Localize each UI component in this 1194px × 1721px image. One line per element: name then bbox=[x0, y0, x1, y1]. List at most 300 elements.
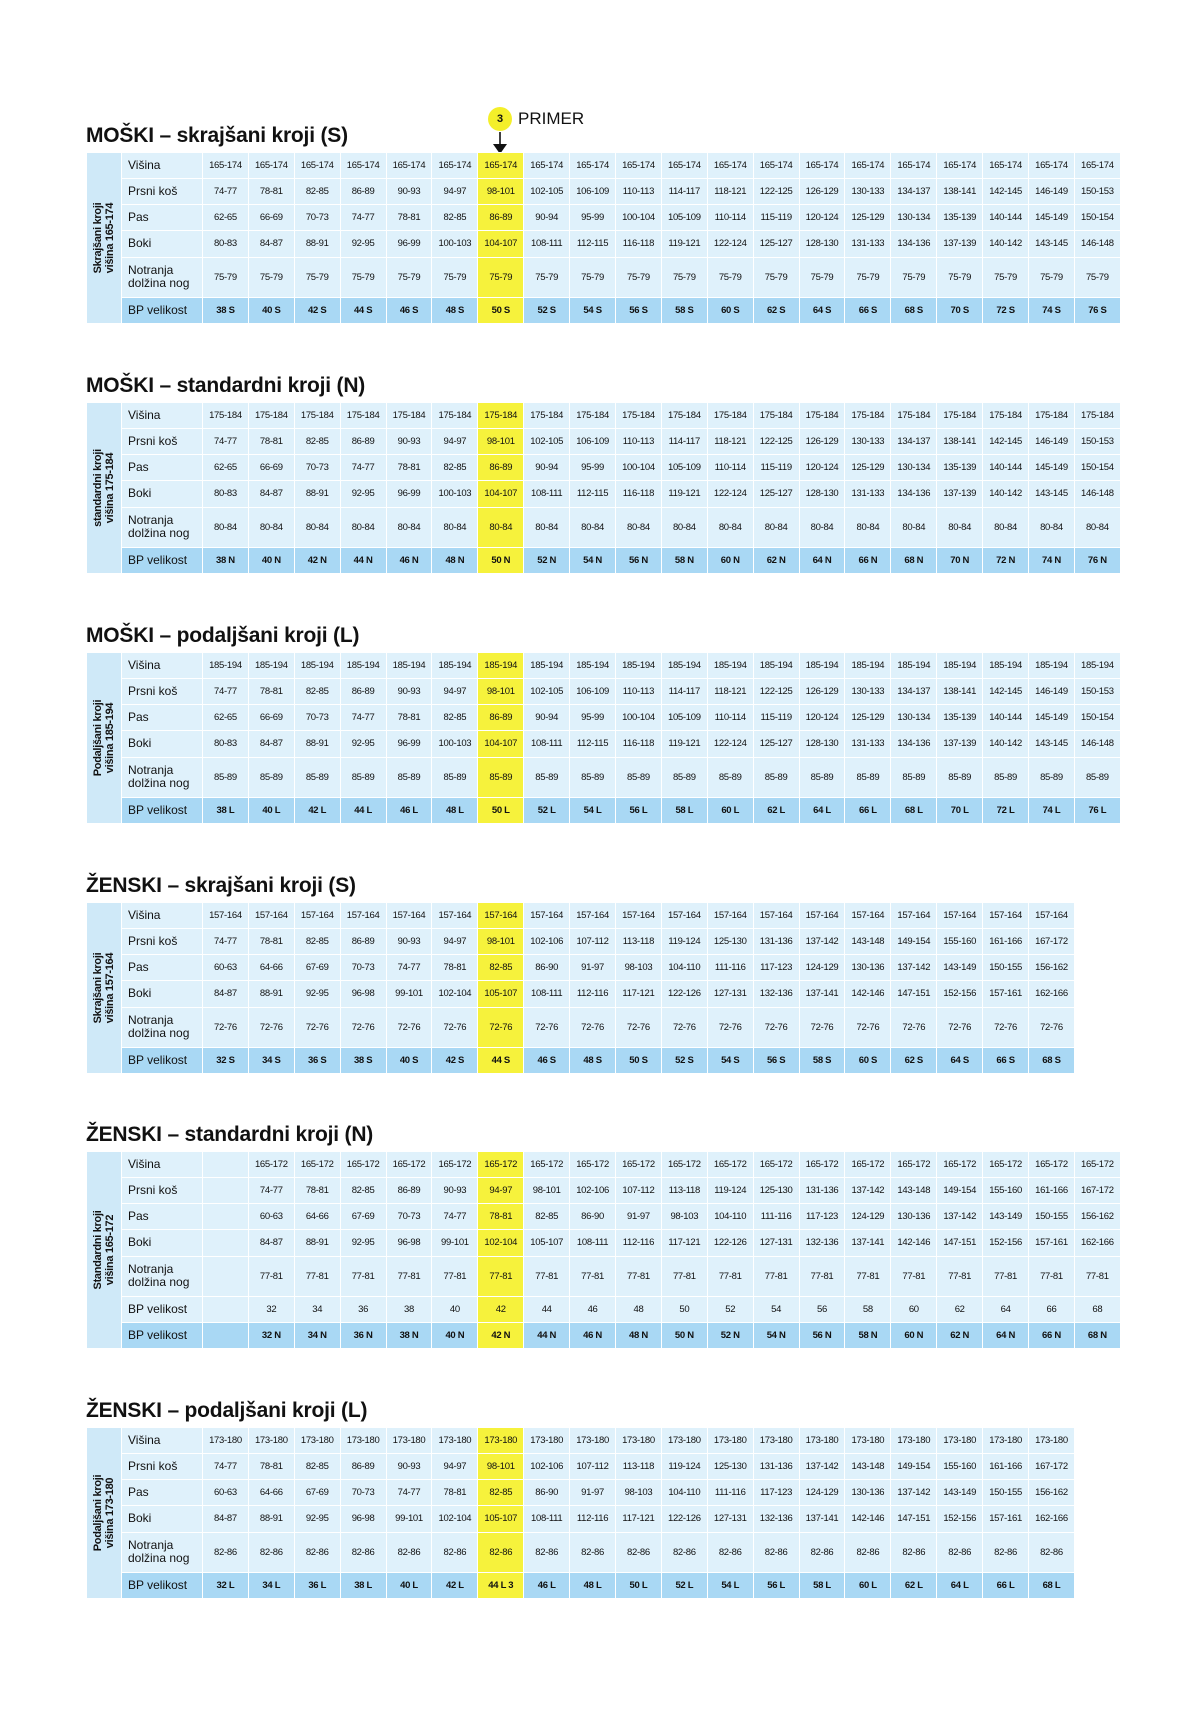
table-cell: 90-94 bbox=[524, 705, 570, 731]
table-cell: 104-107 bbox=[478, 481, 524, 507]
table-cell: 80-84 bbox=[478, 507, 524, 547]
table-cell: 66 L bbox=[983, 1572, 1029, 1598]
table-cell: 155-160 bbox=[937, 929, 983, 955]
table-cell: 68 S bbox=[1029, 1047, 1075, 1073]
table-cell: 114-117 bbox=[661, 679, 707, 705]
table-cell: 104-110 bbox=[707, 1204, 753, 1230]
table-cell: 62-65 bbox=[203, 205, 249, 231]
table-cell: 119-124 bbox=[661, 1454, 707, 1480]
table-cell: 165-174 bbox=[1029, 153, 1075, 179]
table-cell: 62 N bbox=[753, 547, 799, 573]
table-cell: 46 L bbox=[386, 797, 432, 823]
table-cell: 100-103 bbox=[432, 231, 478, 257]
table-cell: 175-184 bbox=[248, 403, 294, 429]
table-cell: 126-129 bbox=[799, 179, 845, 205]
table-cell: 131-133 bbox=[845, 481, 891, 507]
table-cell: 75-79 bbox=[248, 257, 294, 297]
table-cell: 150-153 bbox=[1074, 429, 1120, 455]
table-cell: 157-164 bbox=[937, 903, 983, 929]
table-row bbox=[87, 481, 1121, 507]
table-cell: 147-151 bbox=[937, 1230, 983, 1256]
table-cell: 124-129 bbox=[845, 1204, 891, 1230]
table-cell: 64 S bbox=[937, 1047, 983, 1073]
table-cell: 102-106 bbox=[570, 1178, 616, 1204]
table-cell: 149-154 bbox=[937, 1178, 983, 1204]
table-cell: 74-77 bbox=[248, 1178, 294, 1204]
table-cell: 173-180 bbox=[891, 1428, 937, 1454]
table-cell: 40 S bbox=[386, 1047, 432, 1073]
table-cell: 75-79 bbox=[937, 257, 983, 297]
table-cell: 152-156 bbox=[937, 981, 983, 1007]
table-cell: 134-137 bbox=[891, 679, 937, 705]
table-cell: 150-154 bbox=[1074, 455, 1120, 481]
table-cell: 173-180 bbox=[203, 1428, 249, 1454]
table-cell: 157-164 bbox=[616, 903, 662, 929]
table-cell: 80-83 bbox=[203, 231, 249, 257]
table-cell: 142-145 bbox=[983, 429, 1029, 455]
table-cell: 99-101 bbox=[386, 1506, 432, 1532]
table-cell: 80-84 bbox=[340, 507, 386, 547]
table-cell: 99-101 bbox=[386, 981, 432, 1007]
table-cell: 137-142 bbox=[799, 1454, 845, 1480]
table-cell: 165-174 bbox=[983, 153, 1029, 179]
table-cell: 156-162 bbox=[1074, 1204, 1120, 1230]
table-cell: 100-104 bbox=[616, 205, 662, 231]
table-cell: 152-156 bbox=[983, 1230, 1029, 1256]
table-cell: 77-81 bbox=[294, 1256, 340, 1296]
table-cell: 157-164 bbox=[891, 903, 937, 929]
table-cell: 165-174 bbox=[524, 153, 570, 179]
table-cell: 157-164 bbox=[478, 903, 524, 929]
table-cell: 126-129 bbox=[799, 679, 845, 705]
table-cell: 157-164 bbox=[524, 903, 570, 929]
side-caption-line: Podaljšani kroji bbox=[92, 699, 104, 777]
table-cell: 94-97 bbox=[478, 1178, 524, 1204]
table-cell: 185-194 bbox=[340, 653, 386, 679]
table-cell: 125-129 bbox=[845, 455, 891, 481]
table-cell: 62-65 bbox=[203, 705, 249, 731]
table-cell: 167-172 bbox=[1074, 1178, 1120, 1204]
table-cell: 52 S bbox=[661, 1047, 707, 1073]
table-cell: 80-84 bbox=[432, 507, 478, 547]
table-cell: 82-86 bbox=[845, 1532, 891, 1572]
table-cell: 84-87 bbox=[248, 481, 294, 507]
table-cell: 80-84 bbox=[661, 507, 707, 547]
table-row bbox=[87, 679, 1121, 705]
table-cell: 173-180 bbox=[707, 1428, 753, 1454]
table-cell: 88-91 bbox=[248, 981, 294, 1007]
table-cell: 67-69 bbox=[294, 1480, 340, 1506]
table-cell: 110-113 bbox=[616, 679, 662, 705]
row-label: Prsni koš bbox=[122, 929, 203, 955]
table-cell: 185-194 bbox=[661, 653, 707, 679]
table-cell: 74-77 bbox=[203, 1454, 249, 1480]
table-cell: 80-84 bbox=[891, 507, 937, 547]
side-caption-line: višina 173-180 bbox=[104, 1477, 116, 1549]
table-cell: 75-79 bbox=[478, 257, 524, 297]
table-cell: 108-111 bbox=[524, 731, 570, 757]
table-cell: 165-172 bbox=[294, 1152, 340, 1178]
table-cell: 157-164 bbox=[294, 903, 340, 929]
table-cell: 165-174 bbox=[432, 153, 478, 179]
row-label: Notranja dolžina nog bbox=[122, 507, 203, 547]
size-table-section bbox=[86, 122, 1121, 324]
table-cell: 132-136 bbox=[799, 1230, 845, 1256]
table-cell: 58 L bbox=[661, 797, 707, 823]
table-cell: 152-156 bbox=[937, 1506, 983, 1532]
table-cell: 138-141 bbox=[937, 179, 983, 205]
table-cell bbox=[203, 1178, 249, 1204]
table-cell: 116-118 bbox=[616, 231, 662, 257]
table-cell: 105-109 bbox=[661, 455, 707, 481]
table-cell: 50 N bbox=[661, 1322, 707, 1348]
table-cell: 117-121 bbox=[616, 981, 662, 1007]
table-cell: 72-76 bbox=[340, 1007, 386, 1047]
table-cell: 60 L bbox=[845, 1572, 891, 1598]
table-row bbox=[87, 1532, 1075, 1572]
table-cell: 120-124 bbox=[799, 205, 845, 231]
table-cell: 155-160 bbox=[937, 1454, 983, 1480]
table-cell: 82-86 bbox=[707, 1532, 753, 1572]
table-cell: 175-184 bbox=[203, 403, 249, 429]
table-cell: 150-153 bbox=[1074, 179, 1120, 205]
table-cell: 122-124 bbox=[707, 231, 753, 257]
table-cell: 32 N bbox=[248, 1322, 294, 1348]
table-cell: 143-149 bbox=[983, 1204, 1029, 1230]
size-table-section bbox=[86, 622, 1121, 824]
row-label: Višina bbox=[122, 903, 203, 929]
table-cell: 80-84 bbox=[983, 507, 1029, 547]
table-cell: 85-89 bbox=[340, 757, 386, 797]
table-cell: 38 bbox=[386, 1296, 432, 1322]
table-cell: 157-164 bbox=[983, 903, 1029, 929]
table-cell: 70 L bbox=[937, 797, 983, 823]
table-cell: 185-194 bbox=[753, 653, 799, 679]
primer-number-badge: 3 bbox=[488, 107, 512, 131]
table-cell: 84-87 bbox=[248, 731, 294, 757]
table-cell: 50 S bbox=[478, 297, 524, 323]
table-cell: 165-172 bbox=[340, 1152, 386, 1178]
table-cell: 42 N bbox=[294, 547, 340, 573]
table-cell: 86-90 bbox=[524, 955, 570, 981]
row-label: Pas bbox=[122, 455, 203, 481]
table-cell: 119-124 bbox=[707, 1178, 753, 1204]
table-cell: 143-145 bbox=[1029, 731, 1075, 757]
table-cell: 78-81 bbox=[248, 429, 294, 455]
table-cell: 138-141 bbox=[937, 679, 983, 705]
table-cell: 72-76 bbox=[432, 1007, 478, 1047]
table-cell: 80-84 bbox=[845, 507, 891, 547]
table-cell: 173-180 bbox=[845, 1428, 891, 1454]
table-cell: 34 L bbox=[248, 1572, 294, 1598]
table-cell: 143-149 bbox=[937, 1480, 983, 1506]
table-cell: 100-103 bbox=[432, 481, 478, 507]
table-cell: 46 N bbox=[570, 1322, 616, 1348]
table-cell: 72-76 bbox=[616, 1007, 662, 1047]
table-cell: 165-172 bbox=[707, 1152, 753, 1178]
table-cell: 77-81 bbox=[248, 1256, 294, 1296]
table-cell: 130-134 bbox=[891, 455, 937, 481]
table-cell: 64 N bbox=[799, 547, 845, 573]
side-caption-line: standardni kroji bbox=[92, 449, 104, 527]
table-cell: 72-76 bbox=[524, 1007, 570, 1047]
table-cell: 77-81 bbox=[1029, 1256, 1075, 1296]
table-cell: 106-109 bbox=[570, 429, 616, 455]
table-cell: 145-149 bbox=[1029, 455, 1075, 481]
table-cell: 75-79 bbox=[983, 257, 1029, 297]
table-cell: 165-174 bbox=[799, 153, 845, 179]
table-cell: 165-174 bbox=[203, 153, 249, 179]
table-cell: 138-141 bbox=[937, 429, 983, 455]
table-cell: 140-142 bbox=[983, 731, 1029, 757]
table-cell: 80-84 bbox=[524, 507, 570, 547]
table-row bbox=[87, 1152, 1121, 1178]
table-cell: 150-154 bbox=[1074, 205, 1120, 231]
table-cell: 68 L bbox=[1029, 1572, 1075, 1598]
table-cell: 77-81 bbox=[478, 1256, 524, 1296]
table-cell: 46 bbox=[570, 1296, 616, 1322]
primer-label: PRIMER bbox=[518, 109, 585, 128]
table-cell: 115-119 bbox=[753, 205, 799, 231]
table-cell: 85-89 bbox=[1029, 757, 1075, 797]
table-cell: 135-139 bbox=[937, 455, 983, 481]
table-cell: 80-84 bbox=[203, 507, 249, 547]
table-cell: 125-130 bbox=[707, 1454, 753, 1480]
table-cell: 106-109 bbox=[570, 179, 616, 205]
table-cell: 62 bbox=[937, 1296, 983, 1322]
table-cell: 77-81 bbox=[1074, 1256, 1120, 1296]
table-cell: 132-136 bbox=[753, 1506, 799, 1532]
table-cell: 72-76 bbox=[891, 1007, 937, 1047]
table-cell: 38 L bbox=[340, 1572, 386, 1598]
table-cell: 125-127 bbox=[753, 231, 799, 257]
table-cell: 56 L bbox=[616, 797, 662, 823]
table-cell: 99-101 bbox=[432, 1230, 478, 1256]
side-caption-line: Standardni kroji bbox=[92, 1210, 104, 1290]
table-cell: 88-91 bbox=[248, 1506, 294, 1532]
table-cell: 80-84 bbox=[386, 507, 432, 547]
table-cell: 112-116 bbox=[570, 1506, 616, 1532]
table-cell: 173-180 bbox=[432, 1428, 478, 1454]
side-caption bbox=[87, 653, 122, 824]
table-cell: 102-105 bbox=[524, 179, 570, 205]
table-cell: 90-93 bbox=[386, 679, 432, 705]
table-cell: 98-103 bbox=[616, 1480, 662, 1506]
table-cell: 77-81 bbox=[570, 1256, 616, 1296]
table-cell: 95-99 bbox=[570, 205, 616, 231]
table-cell: 68 N bbox=[1074, 1322, 1120, 1348]
table-cell: 98-103 bbox=[616, 955, 662, 981]
table-cell: 96-98 bbox=[340, 1506, 386, 1532]
table-row bbox=[87, 903, 1075, 929]
table-cell: 156-162 bbox=[1029, 1480, 1075, 1506]
table-cell: 132-136 bbox=[753, 981, 799, 1007]
table-cell: 130-136 bbox=[845, 1480, 891, 1506]
table-cell: 40 bbox=[432, 1296, 478, 1322]
table-cell: 116-118 bbox=[616, 731, 662, 757]
table-cell: 119-121 bbox=[661, 731, 707, 757]
table-cell: 75-79 bbox=[799, 257, 845, 297]
table-cell: 34 N bbox=[294, 1322, 340, 1348]
table-cell: 80-84 bbox=[799, 507, 845, 547]
table-cell: 112-116 bbox=[616, 1230, 662, 1256]
table-cell: 185-194 bbox=[983, 653, 1029, 679]
table-row bbox=[87, 1506, 1075, 1532]
table-row bbox=[87, 403, 1121, 429]
table-cell: 90-94 bbox=[524, 455, 570, 481]
table-cell: 77-81 bbox=[845, 1256, 891, 1296]
table-cell: 117-123 bbox=[753, 1480, 799, 1506]
table-cell: 82-85 bbox=[432, 205, 478, 231]
table-cell: 70-73 bbox=[340, 955, 386, 981]
table-cell: 150-155 bbox=[1029, 1204, 1075, 1230]
table-cell: 102-104 bbox=[432, 981, 478, 1007]
table-cell: 85-89 bbox=[1074, 757, 1120, 797]
table-row bbox=[87, 1428, 1075, 1454]
table-cell: 72-76 bbox=[386, 1007, 432, 1047]
table-cell: 104-110 bbox=[661, 955, 707, 981]
table-cell: 78-81 bbox=[248, 1454, 294, 1480]
table-cell: 72-76 bbox=[983, 1007, 1029, 1047]
table-cell: 185-194 bbox=[1029, 653, 1075, 679]
size-table bbox=[86, 1151, 1121, 1349]
table-cell: 96-99 bbox=[386, 481, 432, 507]
table-cell: 58 bbox=[845, 1296, 891, 1322]
table-cell: 72-76 bbox=[294, 1007, 340, 1047]
table-cell: 82-86 bbox=[340, 1532, 386, 1572]
table-cell: 77-81 bbox=[799, 1256, 845, 1296]
table-cell: 38 N bbox=[203, 547, 249, 573]
table-cell: 175-184 bbox=[983, 403, 1029, 429]
table-cell: 130-133 bbox=[845, 179, 891, 205]
table-cell: 77-81 bbox=[891, 1256, 937, 1296]
table-cell: 175-184 bbox=[340, 403, 386, 429]
table-cell: 42 bbox=[478, 1296, 524, 1322]
table-cell: 82-85 bbox=[294, 929, 340, 955]
table-cell: 70-73 bbox=[294, 205, 340, 231]
table-cell: 143-145 bbox=[1029, 481, 1075, 507]
table-cell: 143-148 bbox=[891, 1178, 937, 1204]
side-caption bbox=[87, 1428, 122, 1599]
table-cell: 115-119 bbox=[753, 455, 799, 481]
table-cell: 82-85 bbox=[432, 455, 478, 481]
table-cell: 50 bbox=[661, 1296, 707, 1322]
table-cell: 119-121 bbox=[661, 481, 707, 507]
table-cell: 90-93 bbox=[386, 929, 432, 955]
table-cell: 48 S bbox=[570, 1047, 616, 1073]
table-cell: 74 N bbox=[1029, 547, 1075, 573]
table-cell: 165-172 bbox=[799, 1152, 845, 1178]
table-cell: 74-77 bbox=[432, 1204, 478, 1230]
table-row bbox=[87, 705, 1121, 731]
side-caption bbox=[87, 903, 122, 1074]
table-cell: 145-149 bbox=[1029, 205, 1075, 231]
table-cell: 85-89 bbox=[386, 757, 432, 797]
table-cell: 70 N bbox=[937, 547, 983, 573]
table-cell: 48 bbox=[616, 1296, 662, 1322]
table-cell: 80-84 bbox=[707, 507, 753, 547]
table-cell: 72-76 bbox=[707, 1007, 753, 1047]
table-cell: 108-111 bbox=[524, 981, 570, 1007]
side-caption bbox=[87, 1152, 122, 1349]
size-table-section bbox=[86, 1121, 1121, 1349]
table-cell: 165-172 bbox=[891, 1152, 937, 1178]
table-cell: 84-87 bbox=[248, 1230, 294, 1256]
table-cell: 113-118 bbox=[616, 929, 662, 955]
table-cell: 134-136 bbox=[891, 731, 937, 757]
table-cell: 52 S bbox=[524, 297, 570, 323]
table-cell: 165-174 bbox=[937, 153, 983, 179]
table-cell: 146-148 bbox=[1074, 231, 1120, 257]
table-cell: 85-89 bbox=[570, 757, 616, 797]
table-cell: 88-91 bbox=[294, 481, 340, 507]
table-cell: 161-166 bbox=[983, 1454, 1029, 1480]
table-cell: 175-184 bbox=[1029, 403, 1075, 429]
table-cell: 130-133 bbox=[845, 429, 891, 455]
side-caption-line: višina 165-172 bbox=[104, 1214, 116, 1286]
table-cell: 66 N bbox=[1029, 1322, 1075, 1348]
table-cell: 102-104 bbox=[478, 1230, 524, 1256]
table-cell: 95-99 bbox=[570, 705, 616, 731]
table-cell: 72-76 bbox=[570, 1007, 616, 1047]
table-cell: 44 L bbox=[340, 797, 386, 823]
table-cell: 82-86 bbox=[432, 1532, 478, 1572]
row-label: Prsni koš bbox=[122, 429, 203, 455]
table-cell: 185-194 bbox=[203, 653, 249, 679]
table-cell: 135-139 bbox=[937, 205, 983, 231]
table-cell: 42 N bbox=[478, 1322, 524, 1348]
table-cell: 161-166 bbox=[1029, 1178, 1075, 1204]
table-cell: 92-95 bbox=[340, 731, 386, 757]
table-cell: 64 L bbox=[799, 797, 845, 823]
table-cell bbox=[203, 1296, 249, 1322]
table-cell: 80-83 bbox=[203, 731, 249, 757]
table-cell: 60-63 bbox=[203, 1480, 249, 1506]
table-cell: 74-77 bbox=[386, 955, 432, 981]
table-cell: 155-160 bbox=[983, 1178, 1029, 1204]
table-cell: 86-89 bbox=[340, 179, 386, 205]
size-table bbox=[86, 1427, 1075, 1599]
table-cell: 90-93 bbox=[386, 429, 432, 455]
row-label: Boki bbox=[122, 731, 203, 757]
table-cell: 80-84 bbox=[1029, 507, 1075, 547]
table-cell: 100-104 bbox=[616, 705, 662, 731]
table-cell: 82-86 bbox=[386, 1532, 432, 1572]
table-cell: 85-89 bbox=[891, 757, 937, 797]
table-cell: 173-180 bbox=[799, 1428, 845, 1454]
table-cell: 149-154 bbox=[891, 1454, 937, 1480]
table-cell: 75-79 bbox=[845, 257, 891, 297]
table-cell: 56 bbox=[799, 1296, 845, 1322]
table-cell: 114-117 bbox=[661, 179, 707, 205]
table-cell: 46 L bbox=[524, 1572, 570, 1598]
table-cell: 44 S bbox=[340, 297, 386, 323]
table-cell: 80-84 bbox=[616, 507, 662, 547]
table-cell: 108-111 bbox=[570, 1230, 616, 1256]
table-cell: 165-172 bbox=[524, 1152, 570, 1178]
table-cell: 134-136 bbox=[891, 481, 937, 507]
table-cell: 131-136 bbox=[799, 1178, 845, 1204]
table-cell: 62 L bbox=[891, 1572, 937, 1598]
table-cell: 64-66 bbox=[294, 1204, 340, 1230]
table-cell: 100-103 bbox=[432, 731, 478, 757]
table-cell: 90-93 bbox=[432, 1178, 478, 1204]
row-label: BP velikost bbox=[122, 797, 203, 823]
table-cell: 50 N bbox=[478, 547, 524, 573]
table-cell: 82-85 bbox=[432, 705, 478, 731]
table-cell: 40 L bbox=[386, 1572, 432, 1598]
table-cell: 165-172 bbox=[1074, 1152, 1120, 1178]
